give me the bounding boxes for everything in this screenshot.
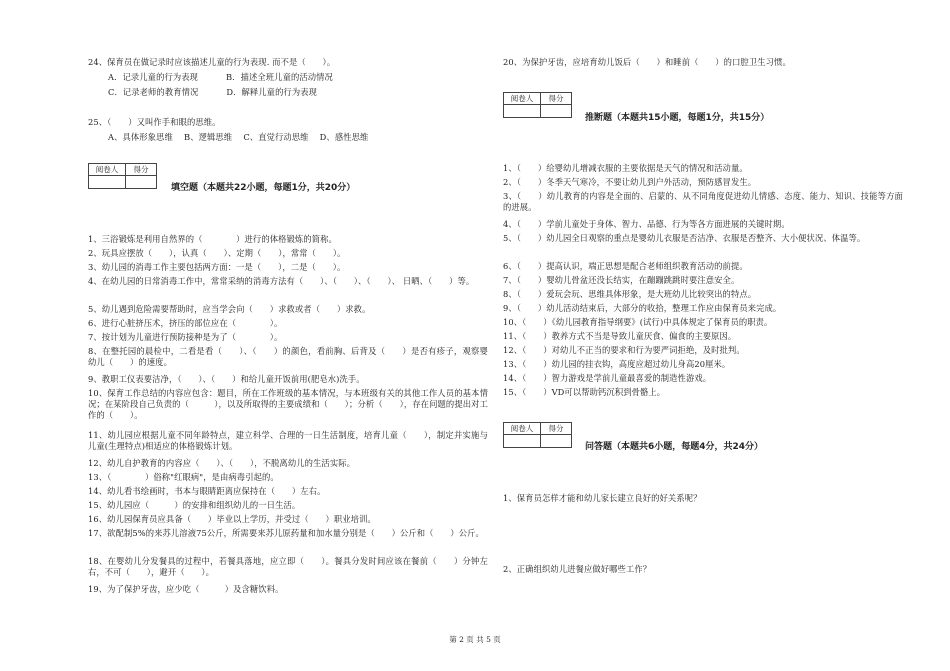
judge-item: 6、（ ）提高认识，端正思想是配合老师组织教育活动的前提。	[503, 261, 748, 271]
section-title-qa: 问答题（本题共6小题，每题4分，共24分）	[585, 442, 764, 452]
judge-item: 12、（ ）对幼儿不正当的要求和行为要严词拒绝，及时批判。	[503, 345, 745, 355]
score-label: 得分	[126, 164, 157, 176]
fill-item: 6、进行心脏挤压术，挤压的部位应在（ ）。	[88, 318, 283, 328]
judge-item: 14、（ ）智力游戏是学前儿童最喜爱的制造性游戏。	[503, 373, 712, 383]
fill-item: 9、教职工仪表要洁净，（ ）、（ ）和给儿童开饭前用(肥皂水)洗手。	[88, 374, 365, 384]
judge-item: 11、（ ）教养方式不当是导致儿童厌食、偏食的主要原因。	[503, 331, 737, 341]
score-label: 得分	[541, 93, 572, 105]
fill-item: 3、幼儿园的消毒工作主要包括两方面：一是（ ），二是（ ）。	[88, 262, 346, 272]
question-25: 25、（ ）又叫作手和眼的思维。	[88, 117, 221, 127]
judge-item: 13、（ ）幼儿园的挂衣钩，高度应超过幼儿身高20厘米。	[503, 359, 731, 369]
section-title-judgement: 推断题（本题共15小题，每题1分，共15分）	[585, 113, 770, 123]
fill-item: 5、幼儿遇到危险需要帮助时，应当学会向（ ）求救或者（ ）求救。	[88, 304, 371, 314]
fill-item: 10、保育工作总结的内容应包含：题目，所在工作班级的基本情况，与本班级有关的其他工作人员的基本情况；在某阶段自己负责的（ ），以及所取得的主要成绩和（ ）；分析（ ），存在问题的提出对工作的（ ）。	[88, 388, 488, 420]
grader-label: 阅卷人	[89, 164, 126, 176]
score-box	[503, 92, 572, 118]
fill-item: 18、在婴幼儿分发餐具的过程中，若餐具落地，应立即（ ）。餐具分发时间应该在餐前（ ）分钟左右，不可（ ），避开（ ）。	[88, 556, 488, 577]
fill-item: 1、三浴锻炼是利用自然界的（ ）进行的体格锻炼的简称。	[88, 234, 337, 244]
fill-item: 17、欲配制5%的来苏儿溶液75公斤，所需要来苏儿原药量和加水量分别是（ ）公斤和（ ）公斤。	[88, 528, 484, 538]
grader-label: 阅卷人	[504, 423, 541, 435]
fill-item: 2、玩具应摆放（ ），认真（ ）、定期（ ），常常（ ）。	[88, 248, 346, 258]
judge-item: 3、（ ）幼儿教育的内容是全面的、启蒙的、从不同角度促进幼儿情感、态度、能力、知识、技能等方面的进展。	[503, 191, 903, 212]
question-24-options-ab: A．记录儿童的行为表现 B．描述全班儿童的活动情况	[108, 72, 333, 82]
judge-item: 2、（ ）冬季天气寒冷，不要让幼儿到户外活动，预防感冒发生。	[503, 177, 757, 187]
fill-item: 11、幼儿园应根据儿童不同年龄特点，建立科学、合理的一日生活制度，培育儿童（ ），制定并实施与儿童(生理特点)相适应的体格锻炼计划。	[88, 430, 488, 451]
question-24-options-cd: C．记录老师的教育情况 D．解释儿童的行为表现	[108, 87, 318, 97]
fill-item: 19、为了保护牙齿，应少吃（ ）及含糖饮料。	[88, 584, 284, 594]
judge-item: 8、（ ）爱玩会玩、思维具体形象，是大班幼儿比较突出的特点。	[503, 289, 757, 299]
judge-item: 15、（ ）VD可以帮助钙沉积到骨骼上。	[503, 387, 666, 397]
question-25-options: A、具体形象思维 B、逻辑思维 C、直觉行动思维 D、感性思维	[108, 132, 369, 142]
fill-item: 15、幼儿园应（ ）的安排和组织幼儿的一日生活。	[88, 500, 301, 510]
judge-item: 10、（ ）《幼儿园教育指导纲要》(试行)中具体规定了保育员的职责。	[503, 317, 773, 327]
score-label: 得分	[541, 423, 572, 435]
score-box	[88, 163, 157, 189]
grader-label: 阅卷人	[504, 93, 541, 105]
judge-item: 9、（ ）幼儿活动结束后，大部分的收拾，整理工作应由保育员来完成。	[503, 303, 782, 313]
judge-item: 1、（ ）给婴幼儿增减衣服的主要依据是天气的情况和活动量。	[503, 163, 748, 173]
qa-question-2: 2、正确组织幼儿进餐应做好哪些工作？	[503, 564, 652, 574]
fill-item: 8、在整托园的晨检中，二看是看（ ）、（ ）的颜色，看前胸、后背及（ ）是否有疹子，观察婴幼儿（ ）的速度。	[88, 346, 488, 367]
fill-item: 7、按计划为儿童进行预防接种是为了（ ）。	[88, 332, 283, 342]
fill-item: 14、幼儿看书绘画时，书本与眼睛距离应保持在（ ）左右。	[88, 486, 326, 496]
fill-item: 16、幼儿园保育员应具备（ ）毕业以上学历，并受过（ ）职业培训。	[88, 514, 376, 524]
fill-item: 12、幼儿自护教育的内容应（ ）、（ ），不脱离幼儿的生活实际。	[88, 458, 356, 468]
qa-question-1: 1、保育员怎样才能和幼儿家长建立良好的好关系呢？	[503, 493, 702, 503]
question-24: 24、保育员在做记录时应该描述儿童的行为表现. 而不是（ ）。	[88, 57, 336, 67]
fill-item: 13、（ ）俗称"红眼病"，是由病毒引起的。	[88, 472, 279, 482]
fill-item: 4、在幼儿园的日常消毒工作中，常常采纳的消毒方法有（ ）、（ ）、（ ）、 日晒、（ ）等。	[88, 276, 475, 286]
section-title-fill-in: 填空题（本题共22小题，每题1分，共20分）	[171, 183, 356, 193]
judge-item: 7、（ ）婴幼儿骨盆还没长结实，在蹦蹦跳跳时要注意安全。	[503, 275, 740, 285]
page-footer: 第 2 页 共 5 页	[449, 635, 501, 644]
question-20: 20、为保护牙齿，应培育幼儿饭后（ ）和睡前（ ）的口腔卫生习惯。	[503, 57, 791, 67]
score-box	[503, 422, 572, 448]
judge-item: 4、（ ）学前儿童处于身体、智力、品德、行为等各方面进展的关键时期。	[503, 219, 790, 229]
judge-item: 5、（ ）幼儿园全日观察的重点是婴幼儿衣服是否洁净、衣服是否整齐、大小便状况、体温等。	[503, 233, 866, 243]
